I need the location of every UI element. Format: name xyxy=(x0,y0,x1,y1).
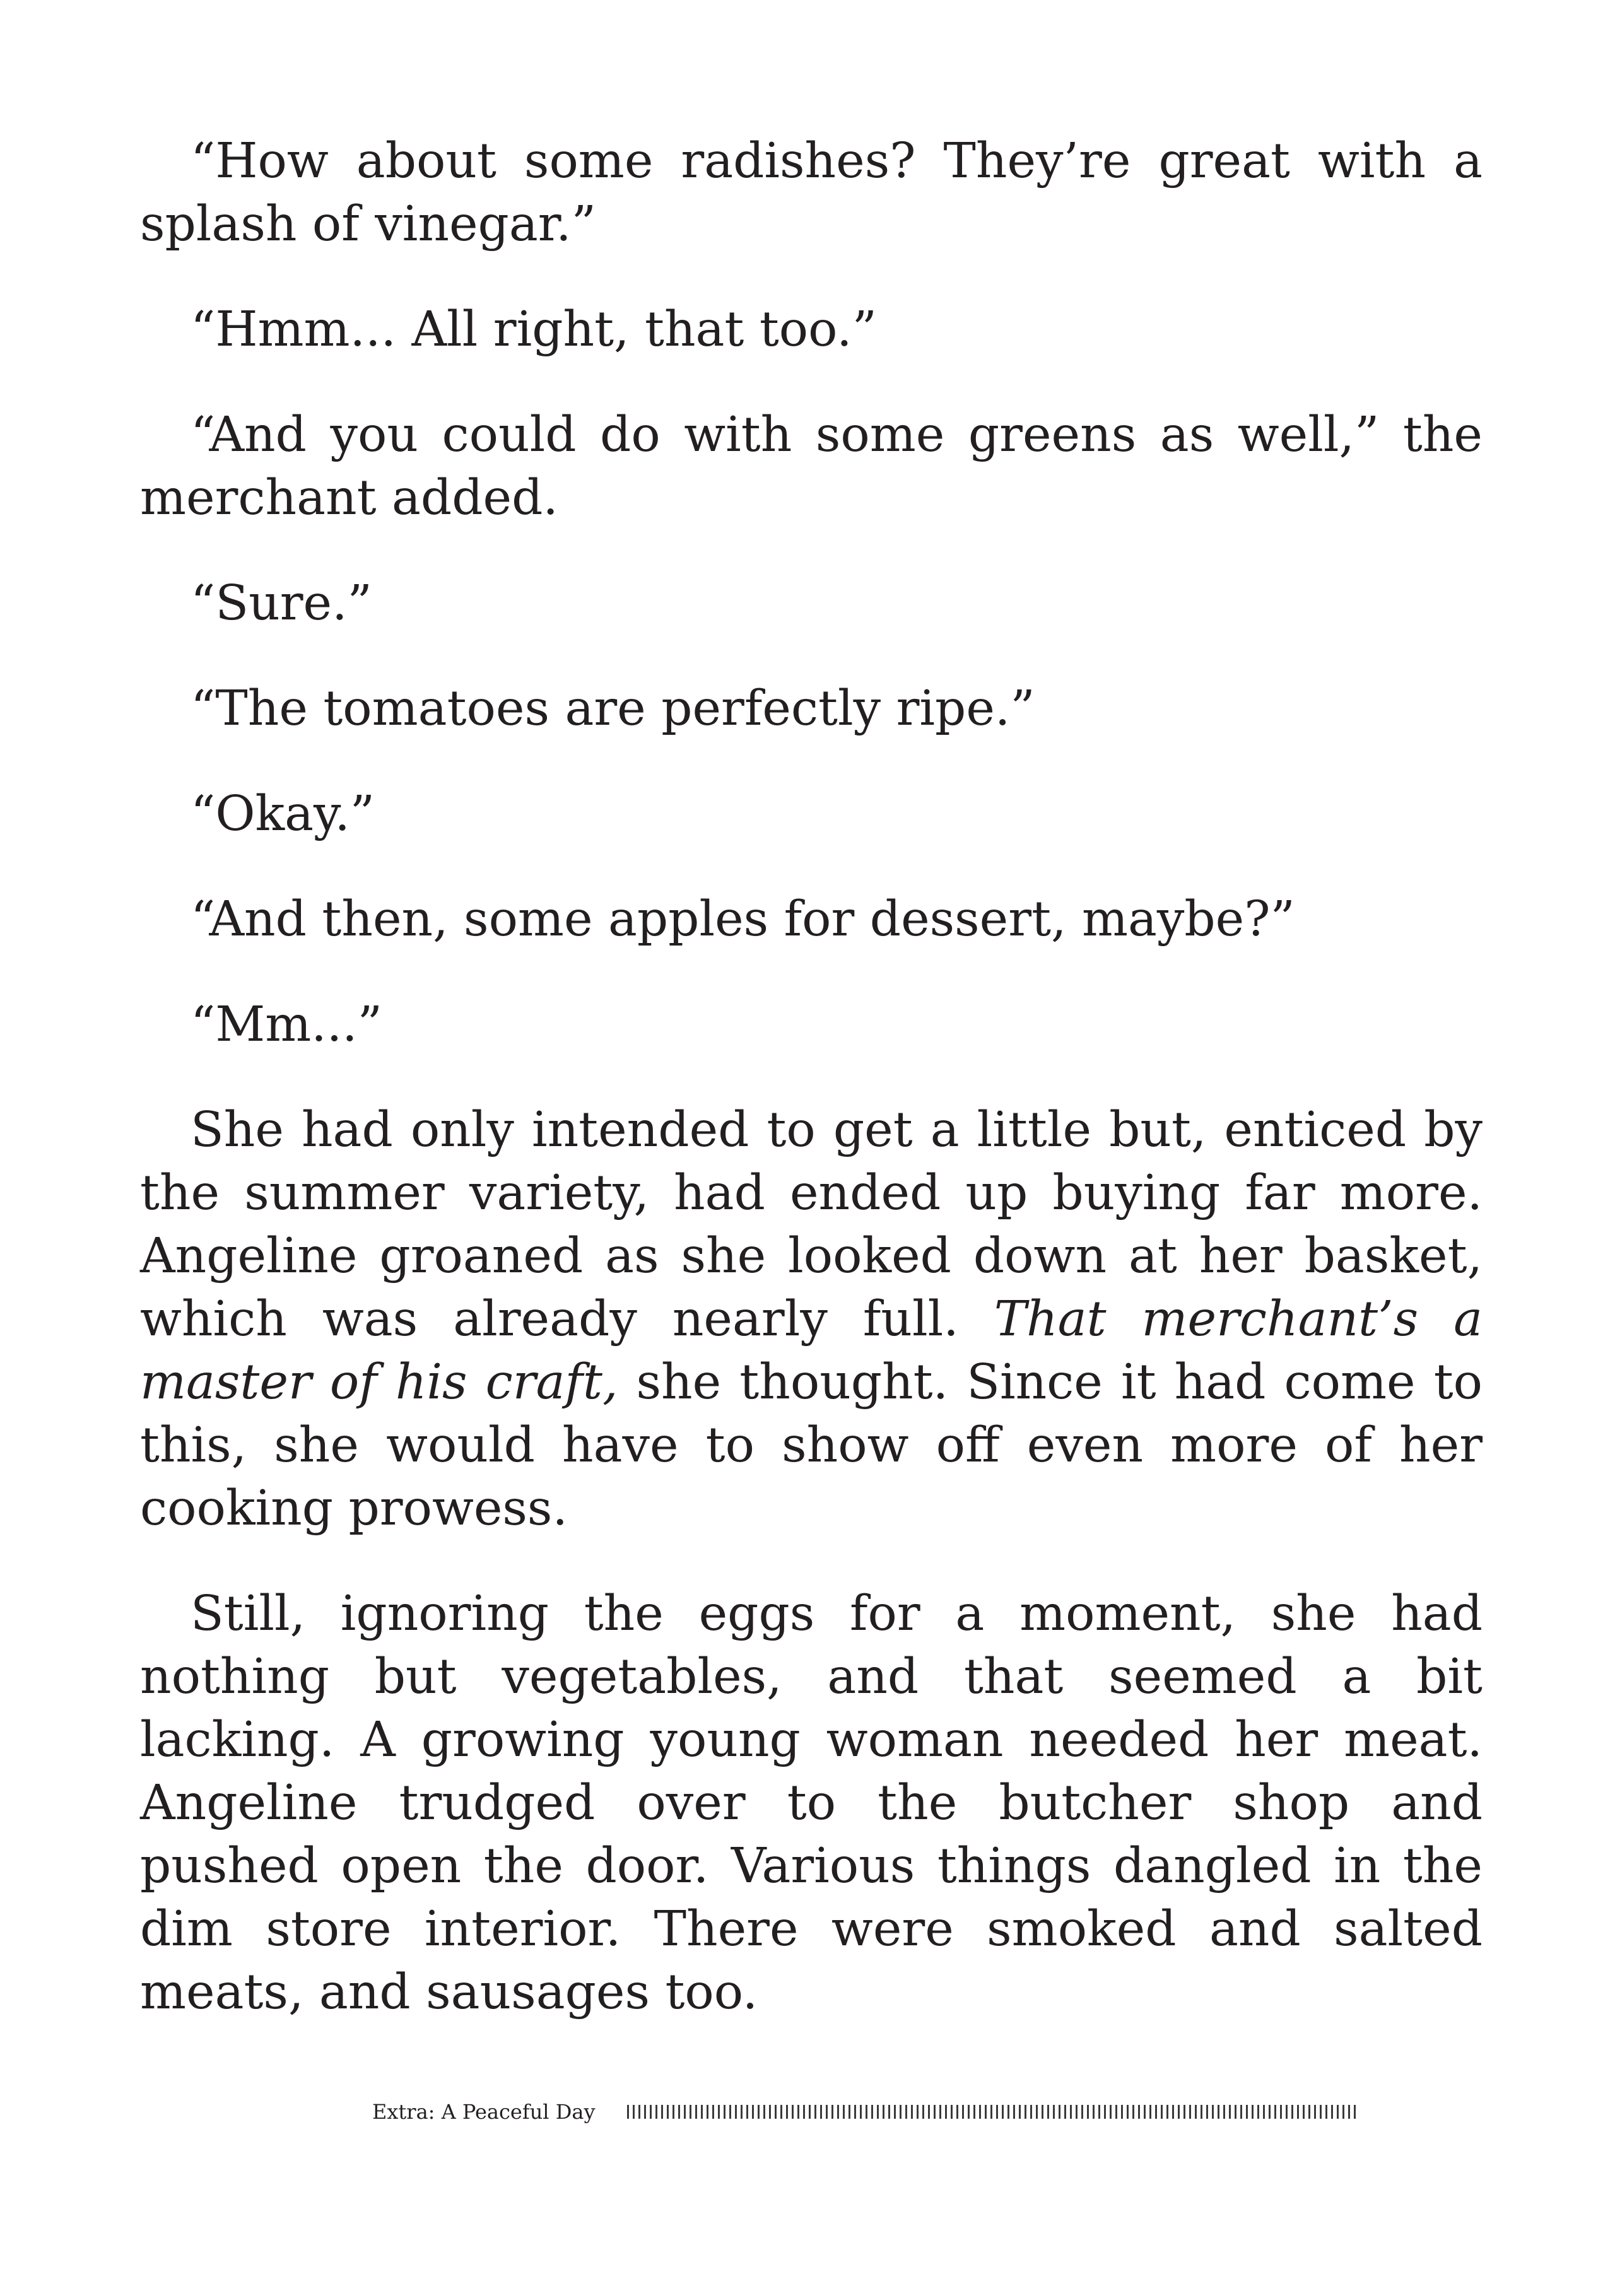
dialogue-paragraph: “And then, some apples for dessert, maybe?” xyxy=(191,891,1295,947)
dialogue-paragraph: “And you could do with some greens as well,” the merchant added. xyxy=(140,407,1483,526)
dialogue-paragraph: “Sure.” xyxy=(191,575,372,631)
dialogue-paragraph: “How about some radishes? They’re great with a splash of vinegar.” xyxy=(140,133,1483,252)
dialogue-paragraph: “Okay.” xyxy=(191,786,375,842)
narrative-paragraph: Still, ignoring the eggs for a moment, she had nothing but vegetables, and that seemed a bit lacking. A growing young woman needed her meat. Angeline trudged over to the butcher shop and pushed open the door. Various things dangled in the dim store interior. There were smoked and salted meats, and sausages too. xyxy=(140,1586,1483,2020)
running-footer xyxy=(372,2099,1356,2124)
dialogue-paragraph: “The tomatoes are perfectly ripe.” xyxy=(191,681,1035,737)
dialogue-paragraph: “Hmm... All right, that too.” xyxy=(191,302,878,358)
narrative-text: she thought. Since it had come to this, she would have to show off even more of her cooking prowess. xyxy=(140,1354,1483,1537)
dialogue-paragraph: “Mm...” xyxy=(191,997,383,1053)
chapter-title: Extra: A Peaceful Day xyxy=(372,2100,596,2124)
narrative-paragraph xyxy=(140,1099,1483,1540)
italic-thought: That merchant’s a master of his craft, xyxy=(140,1291,1483,1410)
page-body xyxy=(140,130,1483,2066)
narrative-text: She had only intended to get a little but, enticed by the summer variety, had ended up buying far more. Angeline groaned as she looked down at her basket, which was already nearly full. xyxy=(140,1102,1483,1347)
decorative-hatch-rule xyxy=(627,2105,1356,2119)
